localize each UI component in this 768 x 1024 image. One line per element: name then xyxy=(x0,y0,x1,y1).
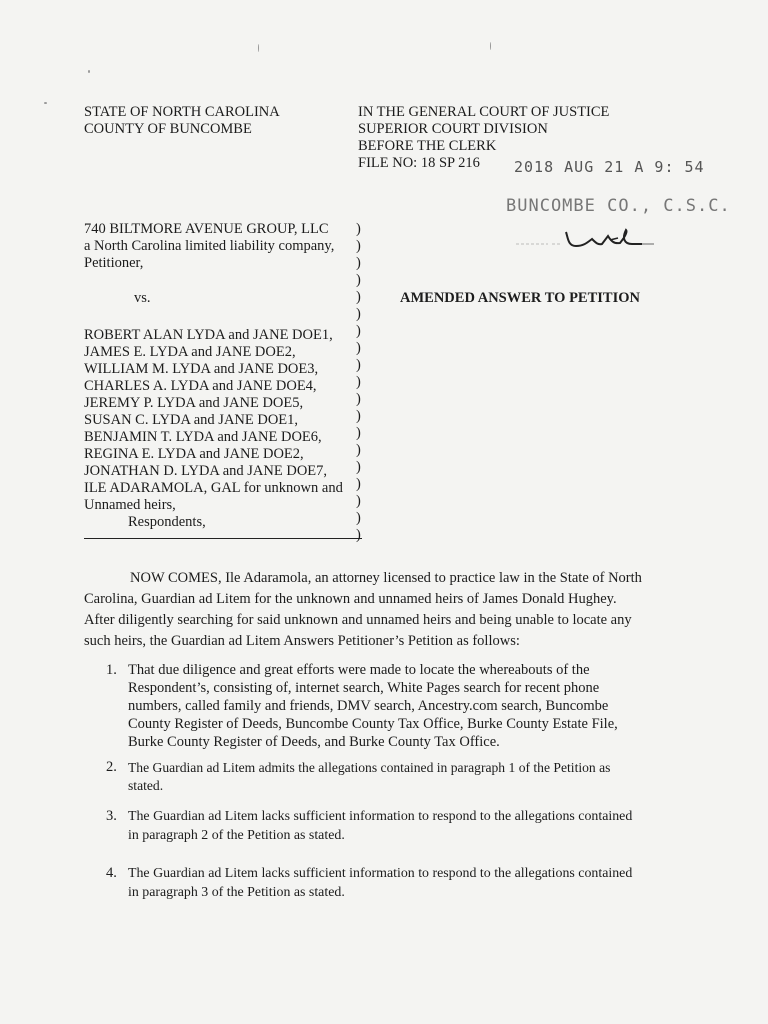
caption-paren: ) xyxy=(356,357,361,373)
respondent-line: SUSAN C. LYDA and JANE DOE1, xyxy=(84,412,299,428)
item-line: in paragraph 2 of the Petition as stated. xyxy=(128,828,345,843)
clerk-heading: BEFORE THE CLERK xyxy=(358,138,497,154)
respondent-line: CHARLES A. LYDA and JANE DOE4, xyxy=(84,378,317,394)
caption-paren: ) xyxy=(356,340,361,356)
respondent-line: ROBERT ALAN LYDA and JANE DOE1, xyxy=(84,327,333,343)
caption-paren: ) xyxy=(356,323,361,339)
caption-paren: ) xyxy=(356,425,361,441)
item-line: Burke County Register of Deeds, and Burke County Tax Office. xyxy=(128,734,500,750)
caption-paren: ) xyxy=(356,391,361,407)
caption-paren: ) xyxy=(356,255,361,271)
respondent-line: JONATHAN D. LYDA and JANE DOE7, xyxy=(84,463,328,479)
versus-label: vs. xyxy=(134,290,151,306)
item-line: County Register of Deeds, Buncombe County Tax Office, Burke County Estate File, xyxy=(128,716,618,732)
respondent-line: Unnamed heirs, xyxy=(84,497,176,513)
respondent-line: JEREMY P. LYDA and JANE DOE5, xyxy=(84,395,304,411)
scan-speck xyxy=(44,102,47,104)
caption-paren: ) xyxy=(356,221,361,237)
county-heading: COUNTY OF BUNCOMBE xyxy=(84,121,252,137)
filing-office-stamp: BUNCOMBE CO., C.S.C. xyxy=(506,196,731,216)
filing-date-stamp: 2018 AUG 21 A 9: 54 xyxy=(514,158,705,176)
respondent-line: REGINA E. LYDA and JANE DOE2, xyxy=(84,446,304,462)
respondent-line: BENJAMIN T. LYDA and JANE DOE6, xyxy=(84,429,322,445)
item-line: stated. xyxy=(128,778,164,793)
respondent-line: ILE ADARAMOLA, GAL for unknown and xyxy=(84,480,343,496)
item-line: The Guardian ad Litem admits the allegations contained in paragraph 1 of the Petition as xyxy=(128,760,611,775)
caption-underline xyxy=(84,538,362,539)
petitioner-name: 740 BILTMORE AVENUE GROUP, LLC xyxy=(84,221,329,237)
respondent-line: WILLIAM M. LYDA and JANE DOE3, xyxy=(84,361,319,377)
caption-paren: ) xyxy=(356,493,361,509)
intro-line: NOW COMES, Ile Adaramola, an attorney licensed to practice law in the State of North xyxy=(130,570,642,586)
caption-paren: ) xyxy=(356,510,361,526)
court-heading: IN THE GENERAL COURT OF JUSTICE xyxy=(358,104,610,120)
caption-paren: ) xyxy=(356,272,361,288)
scan-speck xyxy=(490,42,491,50)
item-line: The Guardian ad Litem lacks sufficient information to respond to the allegations contained xyxy=(128,866,633,881)
intro-line: After diligently searching for said unknown and unnamed heirs and being unable to locate any xyxy=(84,612,632,628)
division-heading: SUPERIOR COURT DIVISION xyxy=(358,121,548,137)
item-line: That due diligence and great efforts were made to locate the whereabouts of the xyxy=(128,662,590,678)
caption-paren: ) xyxy=(356,306,361,322)
item-number: 4. xyxy=(106,865,117,881)
intro-line: Carolina, Guardian ad Litem for the unknown and unnamed heirs of James Donald Hughey. xyxy=(84,591,617,607)
scan-speck xyxy=(258,44,259,52)
petitioner-description: a North Carolina limited liability company, xyxy=(84,238,335,254)
caption-paren: ) xyxy=(356,289,361,305)
item-line: The Guardian ad Litem lacks sufficient information to respond to the allegations contained xyxy=(128,809,633,824)
item-number: 3. xyxy=(106,808,117,824)
intro-line: such heirs, the Guardian ad Litem Answers Petitioner’s Petition as follows: xyxy=(84,633,520,649)
item-line: in paragraph 3 of the Petition as stated. xyxy=(128,885,345,900)
respondents-label: Respondents, xyxy=(128,514,206,530)
petitioner-label: Petitioner, xyxy=(84,255,144,271)
state-heading: STATE OF NORTH CAROLINA xyxy=(84,104,280,120)
caption-paren: ) xyxy=(356,527,361,543)
item-number: 2. xyxy=(106,759,117,775)
item-number: 1. xyxy=(106,662,117,678)
respondent-line: JAMES E. LYDA and JANE DOE2, xyxy=(84,344,296,360)
caption-paren: ) xyxy=(356,374,361,390)
caption-paren: ) xyxy=(356,442,361,458)
caption-paren: ) xyxy=(356,408,361,424)
document-title: AMENDED ANSWER TO PETITION xyxy=(400,290,640,306)
file-number: FILE NO: 18 SP 216 xyxy=(358,155,480,171)
caption-paren: ) xyxy=(356,238,361,254)
clerk-signature xyxy=(508,222,658,258)
caption-paren: ) xyxy=(356,459,361,475)
caption-paren: ) xyxy=(356,476,361,492)
item-line: numbers, called family and friends, DMV search, Ancestry.com search, Buncombe xyxy=(128,698,609,714)
scan-speck xyxy=(88,70,90,73)
item-line: Respondent’s, consisting of, internet search, White Pages search for recent phone xyxy=(128,680,600,696)
